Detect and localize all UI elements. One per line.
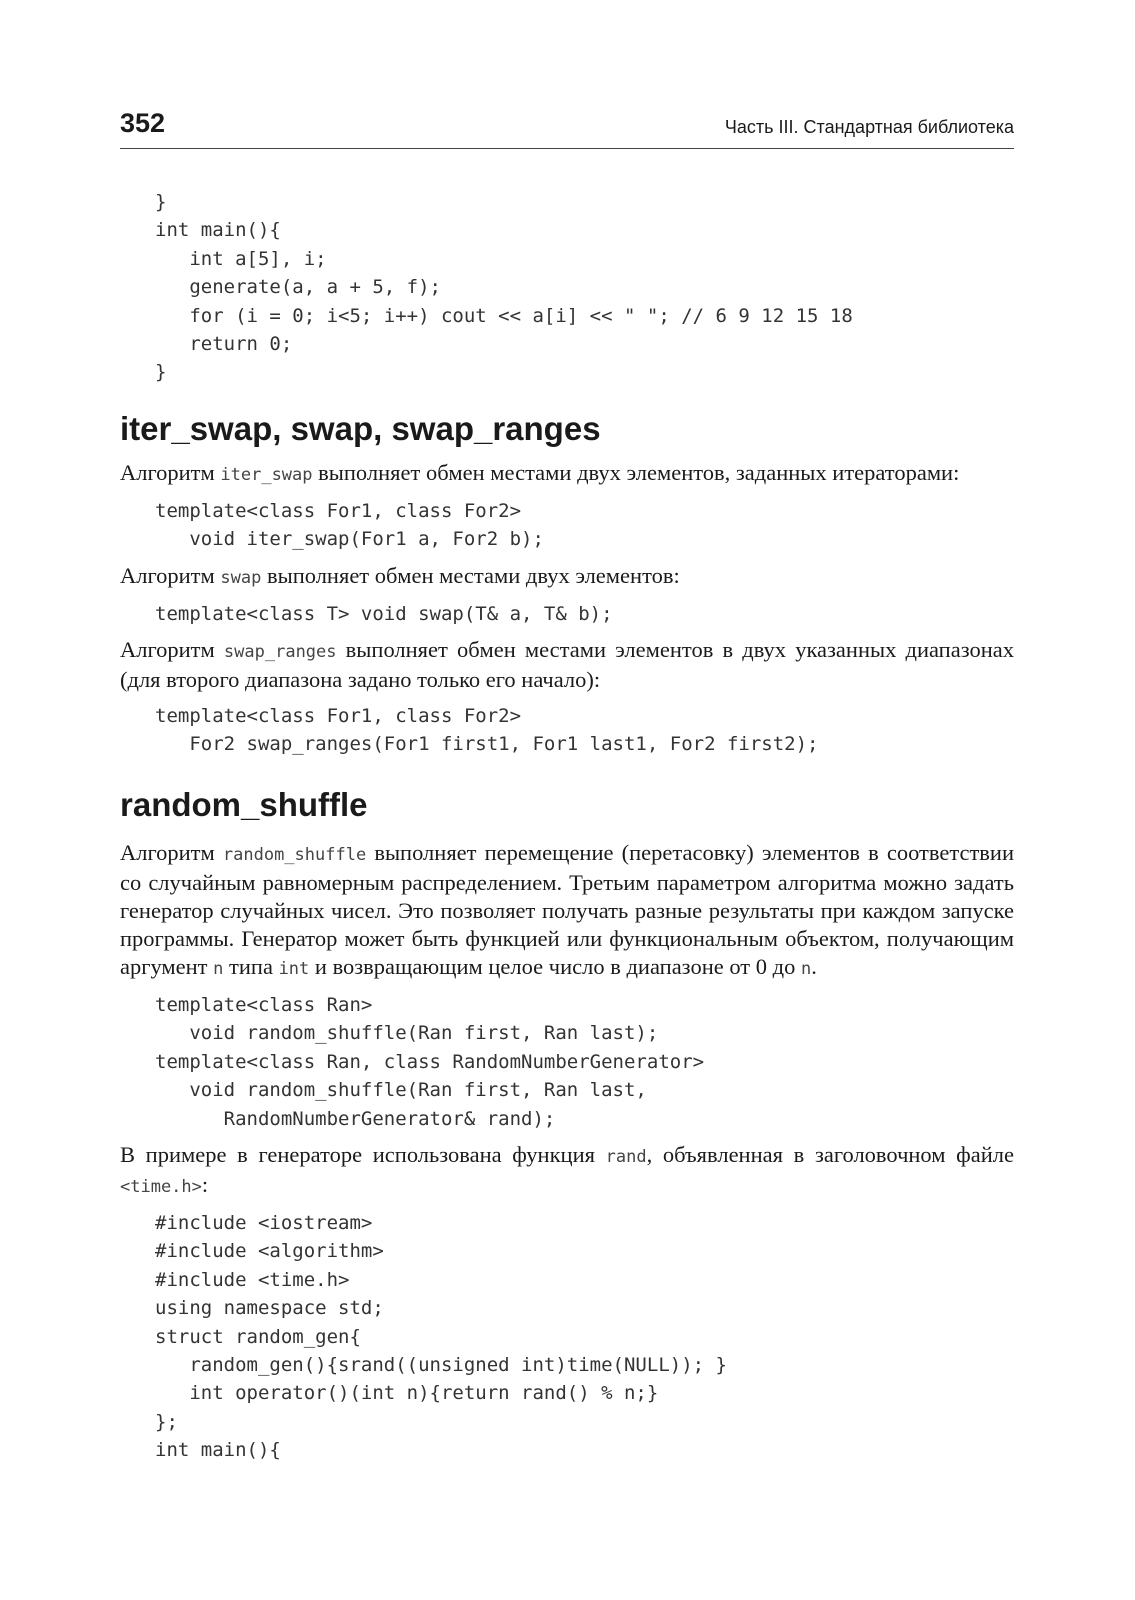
code-block-random-gen-example: #include <iostream> #include <algorithm> #include <time.h> using namespace std; struct random_gen{ random_gen(){srand((unsigned int)time(NULL)); } int operator()(int n){return rand() % n;} }; int main(){ <box>155 1211 727 1462</box>
code-block-generate-example: } int main(){ int a[5], i; generate(a, a + 5, f); for (i = 0; i<5; i++) cout << a[i] << " "; // 6 9 12 15 18 return 0; } <box>155 191 853 384</box>
text: выполняет обмен местами двух элементов, заданных итераторами: <box>312 459 960 485</box>
inline-code: iter_swap <box>220 464 313 485</box>
text: выполняет обмен местами элементов в двух указанных диапазонах (для второго диапазона задано только его начало): <box>120 637 1014 693</box>
inline-code: int <box>278 958 310 979</box>
text: и возвращающим целое число в диапазоне от 0 до <box>309 953 801 979</box>
section-heading-swap: iter_swap, swap, swap_ranges <box>120 409 601 447</box>
inline-code: rand <box>605 1146 647 1167</box>
page-header <box>120 108 1014 149</box>
paragraph-random-shuffle <box>120 839 1014 983</box>
inline-code: <time.h> <box>120 1176 202 1197</box>
text: выполняет обмен местами двух элементов: <box>261 562 680 588</box>
text: типа <box>223 953 279 979</box>
page-number: 352 <box>120 108 166 138</box>
running-title: Часть III. Стандартная библиотека <box>724 117 1014 137</box>
text: Алгоритм <box>120 562 221 588</box>
inline-code: swap <box>220 567 262 588</box>
text: выполняет перемещение (перетасовку) элементов в соответствии со случайным равномерным распределением. Третьим параметром алгоритма можно задать генератор случайных чисел. Это позволяет получать разные результаты при каждом запуске программы. Генератор может быть функцией или функциональным объектом, получающим аргумент <box>120 839 1014 979</box>
paragraph-iter-swap <box>120 459 1014 489</box>
text: : <box>201 1171 209 1197</box>
paragraph-random-gen-example <box>120 1141 1014 1201</box>
inline-code: swap_ranges <box>223 642 337 663</box>
paragraph-swap <box>120 562 1014 592</box>
text: . <box>811 953 817 979</box>
section-heading-random-shuffle: random_shuffle <box>120 785 368 823</box>
code-block-random-shuffle-signatures: template<class Ran> void random_shuffle(Ran first, Ran last); template<class Ran, class RandomNumberGenerator> void random_shuffle(Ran first, Ran last, RandomNumberGenerator& rand); <box>155 993 705 1130</box>
text: , объявленная в заголовочном файле <box>646 1141 1014 1167</box>
text: Алгоритм <box>120 839 223 865</box>
text: В примере в генераторе использована функция <box>120 1141 606 1167</box>
inline-code: n <box>213 958 224 979</box>
code-block-iter-swap: template<class For1, class For2> void iter_swap(For1 a, For2 b); <box>155 499 544 551</box>
inline-code: n <box>800 958 812 979</box>
text: Алгоритм <box>120 637 224 663</box>
inline-code: random_shuffle <box>222 844 367 865</box>
text: Алгоритм <box>120 459 221 485</box>
code-block-swap-ranges: template<class For1, class For2> For2 swap_ranges(For1 first1, For1 last1, For2 first2); <box>155 705 819 756</box>
page-content <box>120 188 1014 1465</box>
code-block-swap: template<class T> void swap(T& a, T& b); <box>155 602 613 625</box>
paragraph-swap-ranges <box>120 636 1014 694</box>
